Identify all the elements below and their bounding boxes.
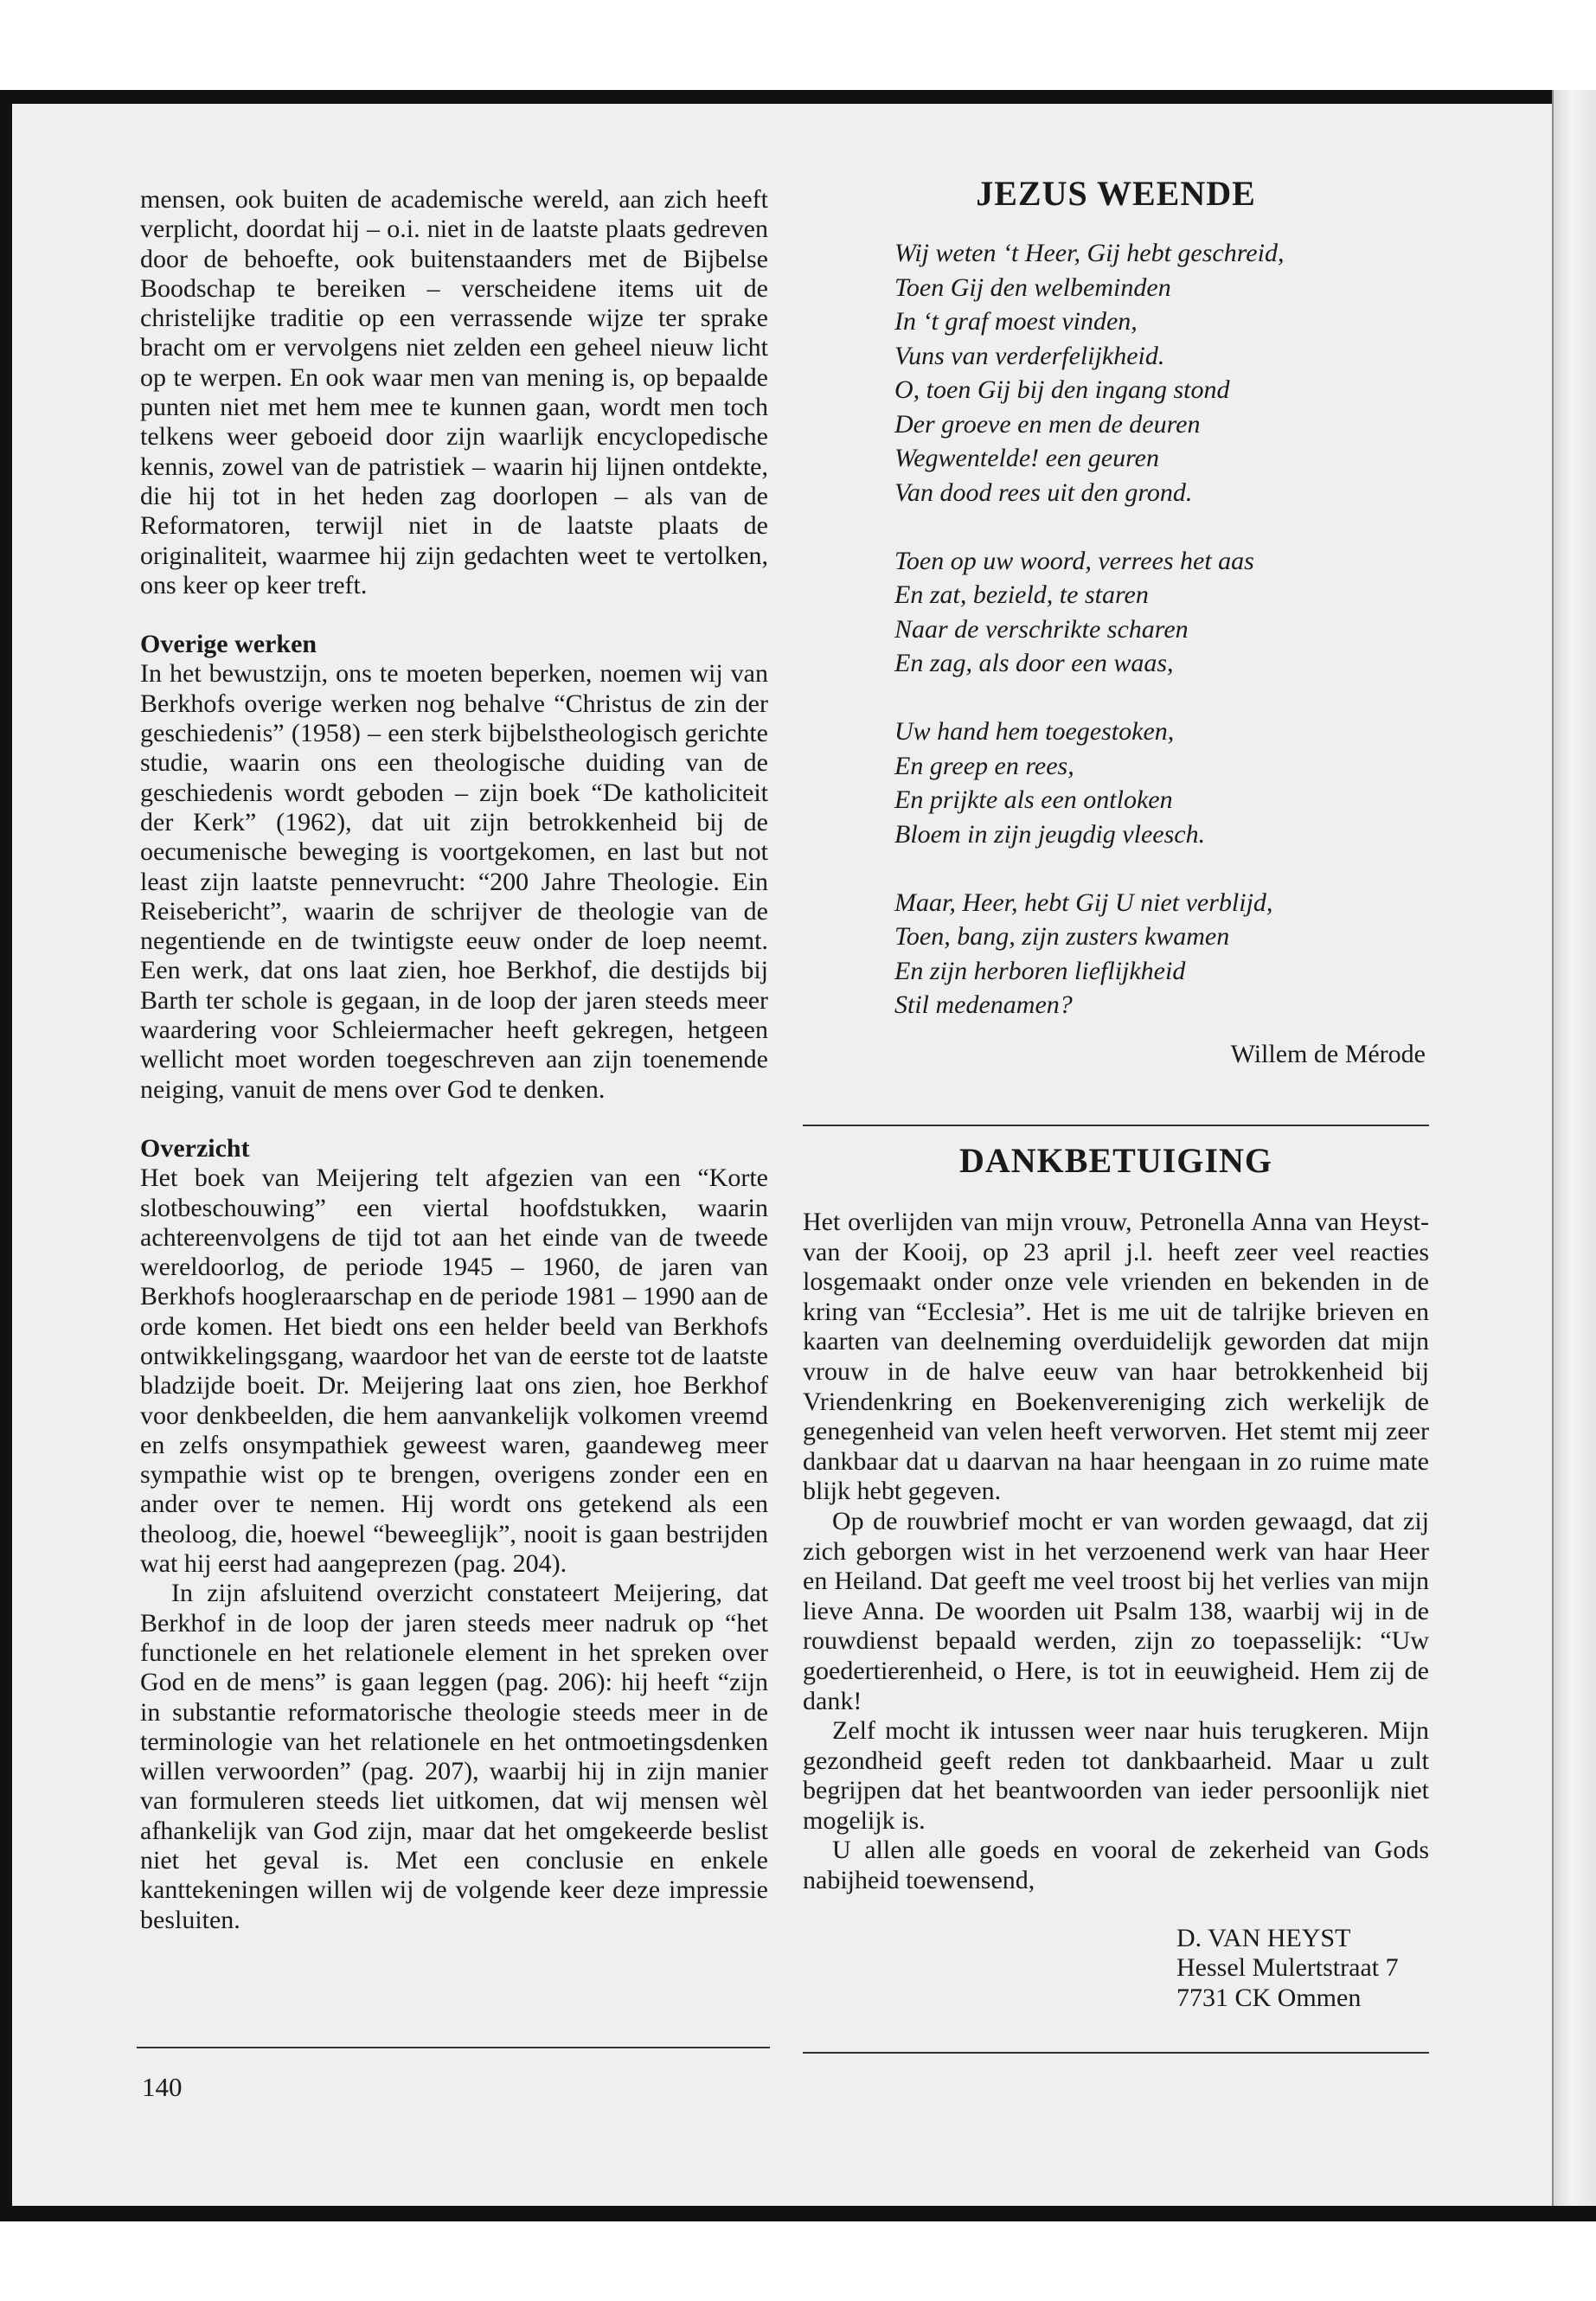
section-heading-overige-werken: Overige werken xyxy=(140,630,317,659)
poem-line: Der groeve en men de deuren xyxy=(894,409,1201,439)
poem-line: En greep en rees, xyxy=(894,751,1074,780)
signature-city: 7731 CK Ommen xyxy=(1176,1983,1362,2012)
poem-line: Vuns van verderfelijkheid. xyxy=(894,341,1165,370)
signature-street: Hessel Mulertstraat 7 xyxy=(1176,1953,1399,1983)
signature-name: D. VAN HEYST xyxy=(1176,1923,1351,1952)
intro-paragraph: mensen, ook buiten de academische wereld, aan zich heeft verplicht, doordat hij – o.i. niet in de laatste plaats gedreven door de behoefte, ook buitenstaanders met de Bijbelse Boodschap te bereiken – verscheidene items uit de christelijke traditie op een verrassende wijze ter sprake bracht om er vervolgens niet zelden een geheel nieuw licht op te werpen. En ook waar men van mening is, op bepaalde punten niet met hem mee te kunnen gaan, wordt men toch telkens weer geboeid door zijn waarlijk encyclopedische kennis, zowel van de patristiek – waarin hij lijnen ontdekte, die hij tot in het heden zag doorlopen – als van de Reformatoren, terwijl niet in de laatste plaats de originaliteit, waarmee hij zijn gedachten weet te vertolken, ons keer op keer treft. xyxy=(140,185,768,599)
section-heading-overzicht: Overzicht xyxy=(140,1133,250,1163)
scan-margin-bottom xyxy=(0,2221,1596,2301)
poem-line: O, toen Gij bij den ingang stond xyxy=(894,375,1230,404)
thanks-paragraph: Het overlijden van mijn vrouw, Petronella Anna van Heyst-van der Kooij, op 23 april j.l. heeft zeer veel reacties losgemaakt onder onze vele vrienden en bekenden in de kring van “Ecclesia”. Het is me uit de talrijke brieven en kaarten van deelneming overduidelijk geworden dat mijn vrouw in de halve eeuw van haar betrokkenheid bij Vriendenkring en Boekenvereniging zich werkelijk de genegenheid van velen heeft verworven. Het stemt mij zeer dankbaar dat u daarvan na haar heengaan in zo ruime mate blijk hebt gegeven. xyxy=(803,1208,1429,1506)
overzicht-paragraph-1: Het boek van Meijering telt afgezien van een “Korte slotbeschouwing” een viertal hoofdstukken, waarin achtereenvolgens de tijd tot aan het einde van de tweede wereldoorlog, de periode 1945 – 1960, de jaren van Berkhofs hoogleraarschap en de periode 1981 – 1990 aan de orde komen. Het biedt ons een helder beeld van Berkhofs ontwikkelingsgang, waardoor het van de eerste tot de laatste bladzijde boeit. Dr. Meijering laat ons zien, hoe Berkhof voor denkbeelden, die hem aanvankelijk volkomen vreemd en zelfs onsympathiek geweest waren, gaandeweg meer sympathie wist op te brengen, overigens zonder een en ander over te nemen. Hij wordt ons getekend als een theoloog, die, hoewel “beweeglijk”, nooit is gaan bestrijden wat hij eerst had aangeprezen (pag. 204). xyxy=(140,1163,768,1579)
thanks-paragraph: Op de rouwbrief mocht er van worden gewaagd, dat zij zich geborgen wist in het verzoenend werk van haar Heer en Heiland. Dat geeft me veel troost bij het verlies van mijn lieve Anna. De woorden uit Psalm 138, waarbij wij in de rouwdienst bepaald werden, zijn zo toepasselijk: “Uw goedertierenheid, o Here, is tot in eeuwigheid. Hem zij de dank! xyxy=(803,1506,1429,1715)
poem-line: En zat, bezield, te staren xyxy=(894,580,1149,609)
poem-line: En prijkte als een ontloken xyxy=(894,785,1173,814)
thanks-title: DANKBETUIGING xyxy=(959,1141,1272,1180)
scan-border-top xyxy=(0,90,1596,104)
poem-line: Bloem in zijn jeugdig vleesch. xyxy=(894,819,1206,849)
scan-border-bottom xyxy=(0,2206,1596,2221)
poem-line: Van dood rees uit den grond. xyxy=(894,478,1193,507)
poem-line: Wegwentelde! een geuren xyxy=(894,444,1159,472)
poem-stanza xyxy=(894,886,1429,1022)
overige-werken-paragraph: In het bewustzijn, ons te moeten beperken, noemen wij van Berkhofs overige werken nog behalve “Christus de zin der geschiedenis” (1958) – een sterk bijbelstheologisch gerichte studie, waarin ons een theologische duiding van de geschiedenis wordt geboden – zijn boek “De katholiciteit der Kerk” (1962), dat uit zijn betrokkenheid bij de oecumenische beweging is voortgekomen, en last but not least zijn laatste pennevrucht: “200 Jahre Theologie. Ein Reisebericht”, waarin de schrijver de theologie van de negentiende en de twintigste eeuw onder de loep neemt. Een werk, dat ons laat zien, hoe Berkhof, die destijds bij Barth ter schole is gegaan, in de loop der jaren steeds meer waardering voor Schleiermacher heeft gekregen, hetgeen wellicht moet worden toegeschreven aan zijn toenemende neiging, vanuit de mens over God te denken. xyxy=(140,659,768,1104)
poem-line: In ‘t graf moest vinden, xyxy=(894,307,1138,336)
overzicht-paragraph-2: In zijn afsluitend overzicht constateert Meijering, dat Berkhof in de loop der jaren steeds meer nadruk op “het functionele en het relationele element in het spreken over God en de mens” is gaan leggen (pag. 206): hij heeft “zijn in substantie reformatorische theologie steeds meer in de terminologie van het relationele en het ontmoetingsdenken willen verwoorden” (pag. 207), waarbij hij in zijn manier van formuleren steeds liet uitkomen, dat wij mensen wèl afhankelijk van God zijn, maar dat het omgekeerde beslist niet het geval is. Met een conclusie en enkele kanttekeningen willen wij de volgende keer deze impressie besluiten. xyxy=(140,1579,768,1934)
poem-section xyxy=(803,173,1429,1069)
poem-title: JEZUS WEENDE xyxy=(976,174,1256,213)
poem-line: Toen Gij den welbeminden xyxy=(894,272,1171,302)
facing-page-edge xyxy=(1552,90,1596,2221)
thanks-paragraph: U allen alle goeds en vooral de zekerheid van Gods nabijheid toewensend, xyxy=(803,1836,1429,1895)
left-column-bottom-rule xyxy=(137,2047,770,2048)
right-column-bottom-rule xyxy=(803,2052,1429,2054)
poem-stanza xyxy=(894,236,1429,510)
left-column xyxy=(140,185,768,1935)
thanks-paragraph: Zelf mocht ik intussen weer naar huis terugkeren. Mijn gezondheid geeft reden tot dankbaarheid. Maar u zult begrijpen dat het beantwoorden van ieder persoonlijk niet mogelijk is. xyxy=(803,1716,1429,1835)
poem-line: Toen op uw woord, verrees het aas xyxy=(894,546,1254,575)
poem-line: Stil medenamen? xyxy=(894,990,1073,1019)
poem-stanza xyxy=(894,715,1429,851)
poem-line: Maar, Heer, hebt Gij U niet verblijd, xyxy=(894,888,1273,917)
scan-margin-top xyxy=(0,0,1596,90)
poem-line: Toen, bang, zijn zusters kwamen xyxy=(894,922,1230,951)
poem-stanza xyxy=(894,544,1429,681)
poem-line: En zag, als door een waas, xyxy=(894,649,1174,677)
poem-line: Naar de verschrikte scharen xyxy=(894,614,1189,644)
thanks-section xyxy=(803,1208,1429,2013)
signature-block xyxy=(1176,1924,1429,2014)
poem-body xyxy=(894,236,1429,1022)
poem-line: Uw hand hem toegestoken, xyxy=(894,717,1175,746)
poem-line: Wij weten ‘t Heer, Gij hebt geschreid, xyxy=(894,239,1285,267)
poem-author: Willem de Mérode xyxy=(1230,1039,1426,1068)
scan-border-left xyxy=(0,90,12,2218)
poem-line: En zijn herboren lieflijkheid xyxy=(894,956,1186,985)
page-number: 140 xyxy=(142,2072,183,2102)
section-divider-rule xyxy=(803,1125,1429,1126)
